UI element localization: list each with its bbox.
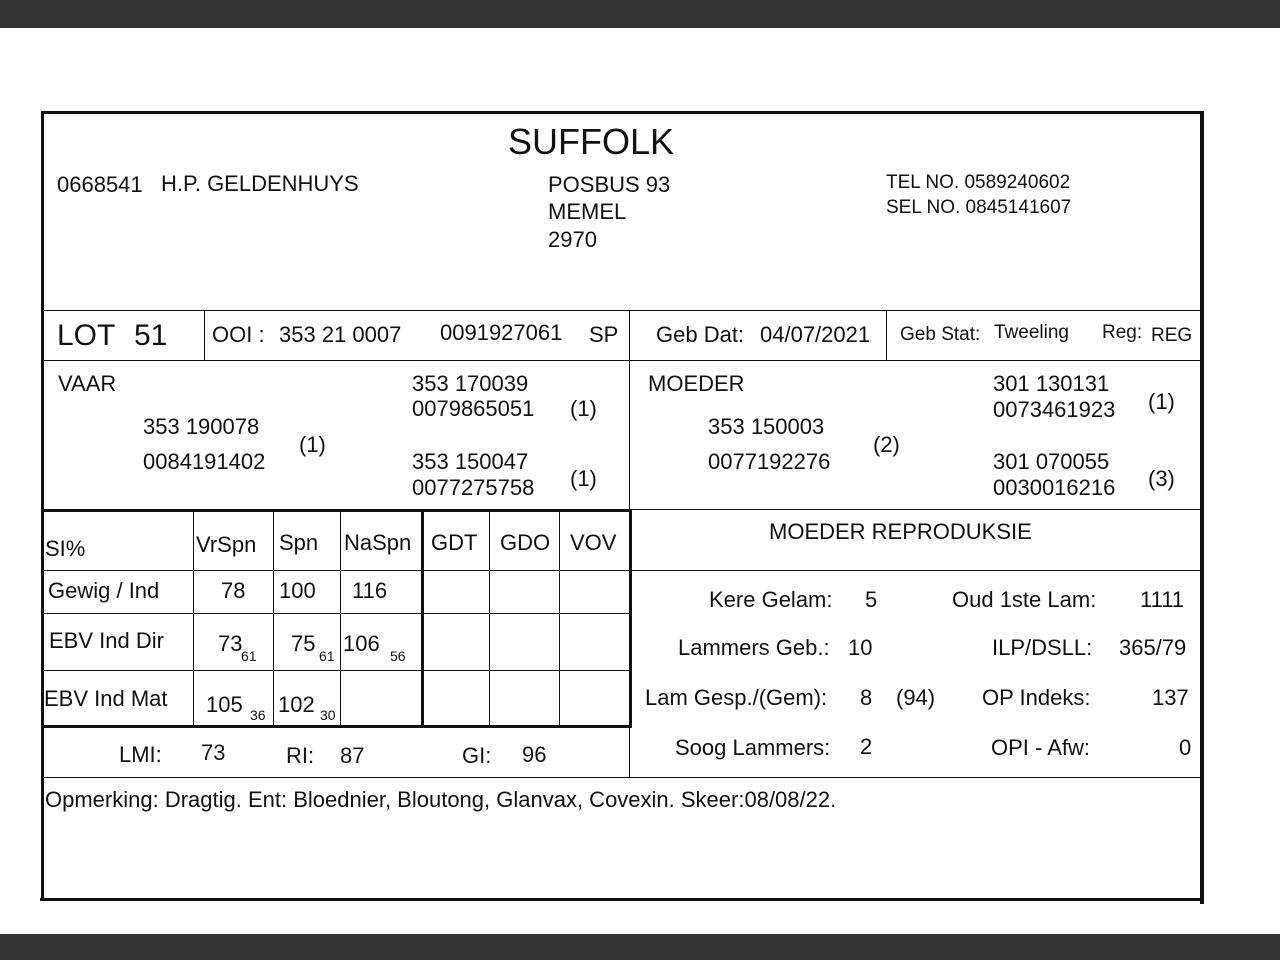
grid-line bbox=[44, 570, 1200, 571]
repro-ilp-value: 365/79 bbox=[1119, 635, 1187, 660]
perf-value: 105 bbox=[206, 692, 243, 717]
grid-line bbox=[44, 777, 1200, 778]
perf-accuracy: 61 bbox=[241, 648, 257, 664]
perf-header-gdo: GDO bbox=[500, 530, 551, 555]
birth-status-label: Geb Stat: bbox=[900, 324, 981, 345]
perf-accuracy: 56 bbox=[390, 648, 406, 664]
repro-opi-value: 0 bbox=[1179, 735, 1192, 760]
perf-row-label: EBV Ind Mat bbox=[44, 686, 168, 711]
remark-text: Opmerking: Dragtig. Ent: Bloednier, Bloutong, Glanvax, Covexin. Skeer:08/08/22. bbox=[45, 787, 837, 812]
ewe-label: OOI : bbox=[212, 322, 265, 347]
repro-opi-label: OPI - Afw: bbox=[991, 735, 1091, 760]
birth-status: Tweeling bbox=[994, 322, 1069, 343]
reg-value: REG bbox=[1151, 325, 1193, 346]
perf-accuracy: 36 bbox=[250, 707, 266, 723]
lot-card bbox=[42, 111, 1202, 900]
birth-date-label: Geb Dat: bbox=[656, 322, 745, 347]
dam-dam-number: 0030016216 bbox=[993, 475, 1116, 500]
dam-dam-id: 301 070055 bbox=[993, 449, 1110, 474]
repro-op-value: 137 bbox=[1152, 685, 1189, 710]
ewe-number: 0091927061 bbox=[440, 320, 563, 345]
owner-name: H.P. GELDENHUYS bbox=[161, 171, 359, 196]
perf-accuracy: 61 bbox=[319, 648, 335, 664]
perf-value: 116 bbox=[352, 578, 388, 603]
repro-oud-label: Oud 1ste Lam: bbox=[952, 587, 1097, 612]
repro-title: MOEDER REPRODUKSIE bbox=[769, 519, 1032, 544]
perf-header-naspn: NaSpn bbox=[344, 530, 412, 555]
bottom-bar bbox=[0, 934, 1280, 960]
grid-line bbox=[42, 509, 632, 512]
ewe-id: 353 21 0007 bbox=[279, 322, 402, 347]
repro-soog-value: 2 bbox=[860, 734, 873, 759]
lot-label: LOT bbox=[57, 319, 116, 352]
repro-lamgesp-value: 8 bbox=[860, 685, 873, 710]
top-bar bbox=[0, 0, 1280, 28]
repro-soog-label: Soog Lammers: bbox=[675, 735, 831, 760]
divider bbox=[44, 360, 1200, 361]
ri-value: 87 bbox=[340, 743, 365, 768]
birth-date: 04/07/2021 bbox=[760, 322, 871, 347]
grid-line bbox=[42, 725, 632, 728]
perf-value: 73 bbox=[218, 631, 243, 656]
perf-row-label: EBV Ind Dir bbox=[49, 628, 164, 653]
dam-dam-count: (3) bbox=[1148, 466, 1175, 491]
gi-label: GI: bbox=[462, 743, 492, 768]
perf-value: 75 bbox=[291, 631, 316, 656]
card-border-right bbox=[1200, 111, 1204, 904]
grid-line bbox=[340, 511, 341, 726]
repro-lamgesp-avg: (94) bbox=[896, 685, 936, 710]
repro-op-label: OP Indeks: bbox=[982, 685, 1091, 710]
grid-line bbox=[44, 613, 630, 614]
grid-line bbox=[421, 510, 424, 727]
grid-line bbox=[559, 511, 560, 726]
repro-lammers-label: Lammers Geb.: bbox=[678, 635, 830, 660]
repro-kere-label: Kere Gelam: bbox=[709, 587, 833, 612]
grid-line bbox=[489, 511, 490, 726]
card-border-top bbox=[41, 111, 1204, 114]
perf-header-gdt: GDT bbox=[431, 530, 478, 555]
card-border-left bbox=[41, 111, 44, 901]
card-border-bottom bbox=[40, 898, 1200, 901]
perf-accuracy: 30 bbox=[320, 707, 336, 723]
perf-corner-label: SI% bbox=[45, 536, 86, 561]
sire-count: (1) bbox=[299, 432, 326, 457]
dam-label: MOEDER bbox=[648, 371, 745, 396]
divider bbox=[204, 310, 205, 360]
divider bbox=[886, 310, 887, 360]
perf-value: 100 bbox=[279, 578, 316, 603]
repro-lammers-value: 10 bbox=[848, 635, 873, 660]
perf-row-label: Gewig / Ind bbox=[48, 578, 160, 603]
perf-header-vrspn: VrSpn bbox=[196, 532, 257, 557]
gi-value: 96 bbox=[522, 742, 547, 767]
sel-number: SEL NO. 0845141607 bbox=[886, 197, 1072, 218]
address-line3: 2970 bbox=[548, 227, 597, 252]
sire-dam-id: 353 150047 bbox=[412, 449, 529, 474]
repro-kere-value: 5 bbox=[865, 587, 878, 612]
repro-oud-value: 1111 bbox=[1140, 587, 1185, 612]
owner-code: 0668541 bbox=[57, 172, 143, 197]
ewe-code: SP bbox=[589, 322, 619, 347]
sire-dam-count: (1) bbox=[570, 466, 597, 491]
lot-number: 51 bbox=[134, 319, 168, 352]
divider bbox=[44, 310, 1200, 311]
sire-number: 0084191402 bbox=[143, 449, 266, 474]
lmi-label: LMI: bbox=[119, 742, 162, 767]
perf-header-spn: Spn bbox=[279, 530, 319, 555]
dam-count: (2) bbox=[873, 432, 900, 457]
perf-header-vov: VOV bbox=[570, 530, 617, 555]
perf-value: 106 bbox=[343, 631, 380, 656]
dam-sire-count: (1) bbox=[1148, 389, 1175, 414]
dam-id: 353 150003 bbox=[708, 414, 825, 439]
lmi-value: 73 bbox=[201, 740, 226, 765]
dam-sire-number: 0073461923 bbox=[993, 397, 1116, 422]
sire-sire-number: 0079865051 bbox=[412, 396, 535, 421]
grid-line bbox=[273, 511, 274, 726]
grid-line bbox=[193, 511, 194, 726]
grid-line bbox=[629, 510, 632, 727]
perf-value: 102 bbox=[278, 692, 315, 717]
dam-number: 0077192276 bbox=[708, 449, 831, 474]
sire-dam-number: 0077275758 bbox=[412, 475, 535, 500]
tel-number: TEL NO. 0589240602 bbox=[886, 172, 1071, 193]
breed-title: SUFFOLK bbox=[508, 121, 675, 162]
grid-line bbox=[44, 670, 630, 671]
sire-sire-count: (1) bbox=[570, 396, 597, 421]
sire-sire-id: 353 170039 bbox=[412, 371, 529, 396]
repro-ilp-label: ILP/DSLL: bbox=[992, 635, 1093, 660]
repro-lamgesp-label: Lam Gesp./(Gem): bbox=[645, 685, 828, 710]
grid-line bbox=[632, 509, 1200, 510]
sire-label: VAAR bbox=[58, 371, 117, 396]
reg-label: Reg: bbox=[1102, 322, 1143, 343]
perf-value: 78 bbox=[221, 578, 246, 603]
dam-sire-id: 301 130131 bbox=[993, 371, 1110, 396]
sire-id: 353 190078 bbox=[143, 414, 260, 439]
address-line2: MEMEL bbox=[548, 199, 627, 224]
ri-label: RI: bbox=[286, 743, 315, 768]
address-line1: POSBUS 93 bbox=[548, 172, 671, 197]
